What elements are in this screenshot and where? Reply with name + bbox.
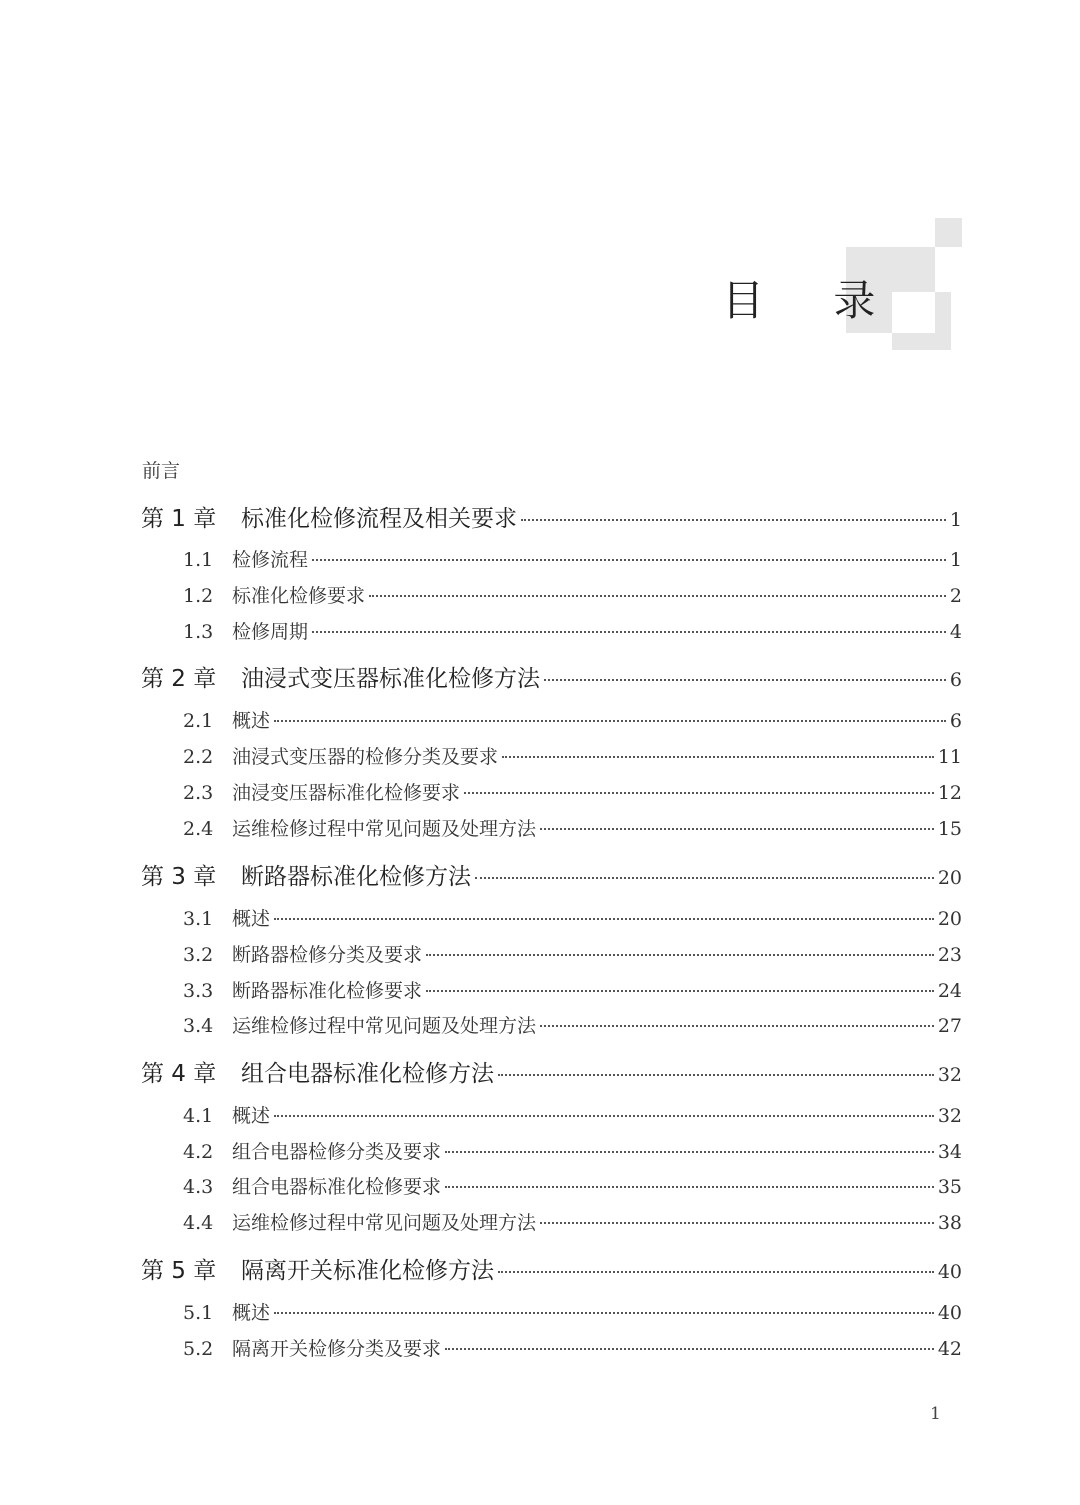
entry-page-number: 42 [937,1338,962,1360]
entry-number: 第 1 章 [141,506,217,532]
entry-number: 1.1 [183,549,214,571]
entry-number: 第 5 章 [141,1258,217,1284]
entry-page-number: 15 [937,818,962,840]
entry-page-number: 12 [937,782,962,804]
entry-number: 第 4 章 [141,1061,217,1087]
entry-page-number: 20 [937,867,962,889]
entry-page-number: 40 [937,1261,962,1283]
entry-page-number: 24 [937,980,962,1002]
toc-section-entry[interactable] [183,617,962,644]
dot-leader [312,559,946,561]
dot-leader [464,792,934,794]
toc-chapter-entry[interactable] [141,500,962,533]
toc-section-entry[interactable] [183,904,962,931]
entry-title: 标准化检修要求 [232,585,366,607]
entry-page-number: 2 [949,585,962,607]
entry-page-number: 1 [949,549,962,571]
entry-number: 2.3 [183,782,214,804]
toc-preface[interactable]: 前言 [142,460,181,482]
entry-page-number: 32 [937,1105,962,1127]
toc-chapter-entry[interactable] [141,660,962,693]
toc-section-entry[interactable] [183,1101,962,1128]
entry-number: 4.4 [183,1212,214,1234]
page-title: 目 录 [722,276,904,325]
entry-title: 概述 [232,908,271,930]
toc-section-entry[interactable] [183,1011,962,1038]
entry-title: 断路器检修分类及要求 [232,944,423,966]
decorative-square [935,218,962,247]
entry-number: 1.2 [183,585,214,607]
entry-number: 4.3 [183,1176,214,1198]
entry-title: 概述 [232,710,271,732]
dot-leader [498,1074,934,1076]
entry-number: 第 3 章 [141,864,217,890]
entry-page-number: 32 [937,1064,962,1086]
dot-leader [274,1312,934,1314]
dot-leader [426,954,934,956]
entry-title: 油浸式变压器标准化检修方法 [241,666,540,692]
entry-title: 油浸变压器标准化检修要求 [232,782,461,804]
entry-page-number: 1 [949,509,962,531]
entry-title: 检修周期 [232,621,309,643]
entry-page-number: 40 [937,1302,962,1324]
toc-chapter-entry[interactable] [141,858,962,891]
toc-section-entry[interactable] [183,1334,962,1361]
toc-section-entry[interactable] [183,545,962,572]
dot-leader [544,679,946,681]
entry-title: 概述 [232,1105,271,1127]
dot-leader [540,828,934,830]
dot-leader [540,1222,934,1224]
entry-number: 1.3 [183,621,214,643]
entry-title: 油浸式变压器的检修分类及要求 [232,746,499,768]
entry-number: 4.2 [183,1141,214,1163]
dot-leader [274,720,946,722]
entry-number: 3.1 [183,908,214,930]
entry-title: 组合电器标准化检修方法 [241,1061,494,1087]
entry-number: 3.2 [183,944,214,966]
dot-leader [445,1186,934,1188]
entry-page-number: 38 [937,1212,962,1234]
entry-title: 概述 [232,1302,271,1324]
dot-leader [274,918,934,920]
dot-leader [502,756,934,758]
entry-number: 2.1 [183,710,214,732]
entry-title: 隔离开关检修分类及要求 [232,1338,442,1360]
entry-number: 3.3 [183,980,214,1002]
dot-leader [475,877,934,879]
entry-number: 2.2 [183,746,214,768]
dot-leader [445,1151,934,1153]
dot-leader [426,990,934,992]
entry-title: 运维检修过程中常见问题及处理方法 [232,1212,537,1234]
entry-page-number: 23 [937,944,962,966]
dot-leader [498,1271,934,1273]
entry-number: 4.1 [183,1105,214,1127]
dot-leader [312,631,946,633]
entry-page-number: 35 [937,1176,962,1198]
toc-chapter-entry[interactable] [141,1055,962,1088]
toc-section-entry[interactable] [183,1208,962,1235]
entry-title: 组合电器标准化检修要求 [232,1176,442,1198]
entry-number: 3.4 [183,1015,214,1037]
dot-leader [521,519,946,521]
entry-title: 断路器标准化检修方法 [241,864,471,890]
dot-leader [274,1115,934,1117]
entry-page-number: 4 [949,621,962,643]
entry-number: 2.4 [183,818,214,840]
entry-title: 检修流程 [232,549,309,571]
entry-title: 组合电器检修分类及要求 [232,1141,442,1163]
toc-section-entry[interactable] [183,778,962,805]
entry-number: 5.1 [183,1302,214,1324]
dot-leader [445,1348,934,1350]
entry-title: 断路器标准化检修要求 [232,980,423,1002]
toc-chapter-entry[interactable] [141,1252,962,1285]
toc-section-entry[interactable] [183,1172,962,1199]
toc-section-entry[interactable] [183,814,962,841]
entry-title: 标准化检修流程及相关要求 [241,506,517,532]
entry-number: 第 2 章 [141,666,217,692]
toc-section-entry[interactable] [183,581,962,608]
entry-page-number: 11 [937,746,962,768]
entry-page-number: 34 [937,1141,962,1163]
page-number: 1 [930,1404,941,1424]
entry-title: 运维检修过程中常见问题及处理方法 [232,1015,537,1037]
toc-section-entry[interactable] [183,1137,962,1164]
toc-section-entry[interactable] [183,742,962,769]
entry-title: 运维检修过程中常见问题及处理方法 [232,818,537,840]
toc-section-entry[interactable] [183,940,962,967]
entry-number: 5.2 [183,1338,214,1360]
entry-page-number: 6 [949,669,962,691]
dot-leader [540,1025,934,1027]
toc-section-entry[interactable] [183,1298,962,1325]
entry-page-number: 27 [937,1015,962,1037]
entry-page-number: 6 [949,710,962,732]
toc-section-entry[interactable] [183,976,962,1003]
toc-section-entry[interactable] [183,706,962,733]
entry-title: 隔离开关标准化检修方法 [241,1258,494,1284]
dot-leader [369,595,946,597]
entry-page-number: 20 [937,908,962,930]
